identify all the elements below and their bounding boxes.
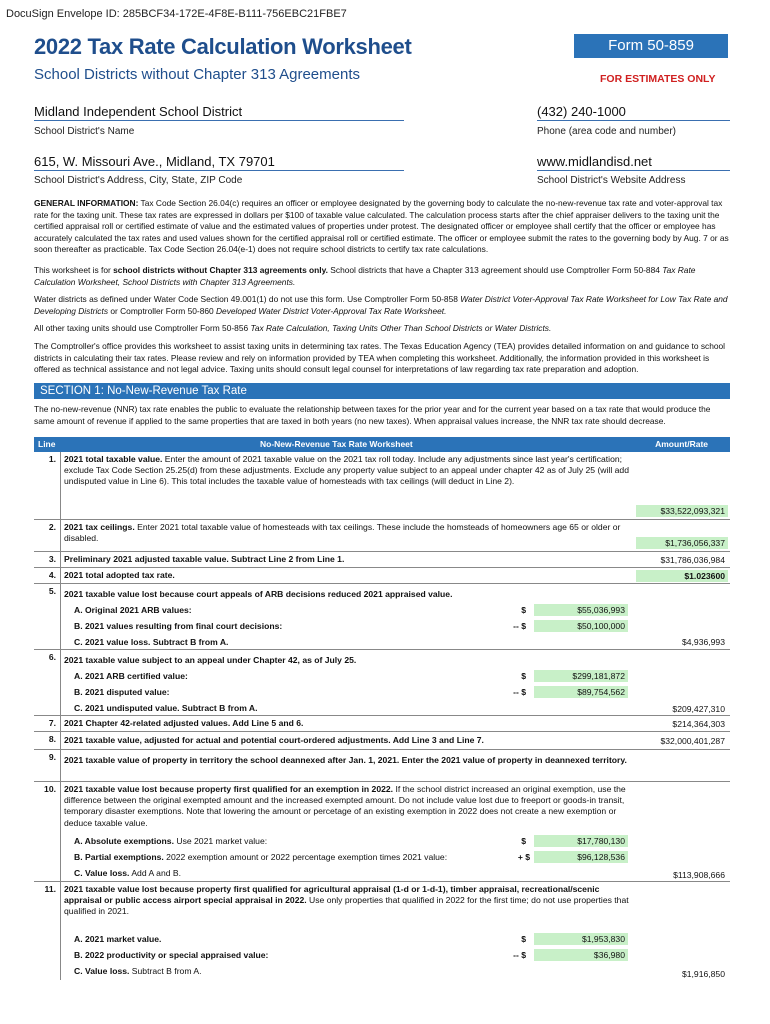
website-label: School District's Website Address: [537, 175, 686, 186]
district-name-value: Midland Independent School District: [34, 104, 243, 119]
line-6b-label: B. 2021 disputed value:: [74, 687, 170, 697]
line-10-description: 2021 taxable value lost because property first qualified for an exemption in 2022. If the school district increased an original exemption, use the difference between the original exempted amount and the increased exempted amount. Do not include value lost due to freeport or goods-in transit, temporary disaster exemptions. Note that lowering the amount or percetage of an existing exemption in 2022 does not create a new exemption or deduce taxable value.: [64, 784, 626, 828]
line-3-description: Preliminary 2021 adjusted taxable value. Subtract Line 2 from Line 1.: [64, 554, 345, 564]
column-line: Line: [38, 439, 56, 449]
worksheet-table-header: [34, 437, 730, 452]
address-label: School District's Address, City, State, ZIP Code: [34, 175, 243, 186]
line-5a-label: A. Original 2021 ARB values:: [74, 605, 192, 615]
line-1-row: 1. 2021 total taxable value. Enter the amount of 2021 taxable value on the 2021 tax roll today. Include any adjustments since last year's certification; exclude Tax Code Section 25.25(d) from these adjustments. Exclude any property value subject to an appeal under chapter 42 as of July 25 (will add undisputed value in Line 6). This total includes the taxable value of homesteads with tax ceilings (will deduct in Line 2). $33,522,093,321: [34, 452, 730, 520]
form-number-badge: Form 50-859: [574, 34, 728, 58]
line-5b-amount[interactable]: $50,100,000: [534, 620, 628, 632]
line-6c-label: C. 2021 undisputed value. Subtract B from A.: [74, 703, 258, 713]
line-10-row: 10. 2021 taxable value lost because property first qualified for an exemption in 2022. If the school district increased an original exemption, use the difference between the original exempted amount and the increased exempted amount. Do not include value lost due to freeport or goods-in transit, temporary disaster exemptions. Note that lowering the amount or percetage of an existing exemption in 2022 does not create a new exemption or deduce taxable value. A. Absolute exemptions. Use 2021 market value: $ $17,780,130 B. Partial exemptions. 2022 exemption amount or 2022 percentage exemption times 2021 value: + $ $96,128,536 C. Value loss. Add A and B. $113,908,666: [34, 782, 730, 882]
phone-label: Phone (area code and number): [537, 126, 676, 137]
general-information-paragraph: GENERAL INFORMATION: Tax Code Section 26.04(c) requires an officer or employee designated by the governing body to calculate the no-new-revenue tax rate and voter-approval tax rate for the taxing unit. These tax rates are expressed in dollars per $100 of taxable value calculated. The calculation process starts after the chief appraiser delivers to the taxing unit the certified appraisal roll or certified estimate of value and the estimated values of properties under protest. The designated officer or employee shall certify that the officer or employee has accurately calculated the tax rates and used values shown for the certified appraisal roll or certified estimate. The officer or employee submit the rates to the governing body by Aug. 7 or as soon thereafter as practicable. Tax Code Section 26.04(e-1) does not require school districts to certify tax rate calculations.: [34, 198, 729, 255]
line-1-amount[interactable]: $33,522,093,321: [636, 505, 728, 517]
line-11c-label: C. Value loss. Subtract B from A.: [74, 966, 202, 976]
line-8-description: 2021 taxable value, adjusted for actual and potential court-ordered adjustments. Add Line 3 and Line 7.: [64, 735, 484, 745]
line-4-description: 2021 total adopted tax rate.: [64, 570, 175, 580]
line-5-description: 2021 taxable value lost because court appeals of ARB decisions reduced 2021 appraised value.: [64, 589, 453, 599]
other-taxing-units-paragraph: All other taxing units should use Comptroller Form 50-856 Tax Rate Calculation, Taxing Units Other Than School Districts or Water Districts.: [34, 323, 552, 333]
line-5-row: 5. 2021 taxable value lost because court appeals of ARB decisions reduced 2021 appraised value. A. Original 2021 ARB values: $ $55,036,993 B. 2021 values resulting from final court decisions: -- $ $50,100,000 C. 2021 value loss. Subtract B from A. $4,936,993: [34, 584, 730, 650]
line-4-row: 4. 2021 total adopted tax rate. $1.023600: [34, 568, 730, 584]
line-6b-amount[interactable]: $89,754,562: [534, 686, 628, 698]
line-10a-amount[interactable]: $17,780,130: [534, 835, 628, 847]
line-10-amount: $113,908,666: [673, 870, 725, 880]
line-11a-label: A. 2021 market value.: [74, 934, 162, 944]
line-4-amount[interactable]: $1.023600: [636, 570, 728, 582]
line-10a-label: A. Absolute exemptions. Use 2021 market value:: [74, 836, 268, 846]
line-6-description: 2021 taxable value subject to an appeal under Chapter 42, as of July 25.: [64, 655, 357, 665]
line-5b-label: B. 2021 values resulting from final court decisions:: [74, 621, 283, 631]
line-11-amount: $1,916,850: [681, 969, 725, 979]
website-field[interactable]: [537, 154, 730, 171]
line-9-row: 9. 2021 taxable value of property in territory the school deannexed after Jan. 1, 2021. Enter the 2021 value of property in deannexed territory.: [34, 750, 730, 782]
worksheet-scope-paragraph: This worksheet is for school districts without Chapter 313 agreements only. School districts that have a Chapter 313 agreement should use Comptroller Form 50-884 Tax Rate Calculation Worksheet, School Districts with Chapter 313 Agreements.: [34, 265, 696, 287]
line-7-row: 7. 2021 Chapter 42-related adjusted values. Add Line 5 and 6. $214,364,303: [34, 716, 730, 732]
line-10b-label: B. Partial exemptions. 2022 exemption amount or 2022 percentage exemption times 2021 value:: [74, 852, 448, 862]
section-1-intro: The no-new-revenue (NNR) tax rate enables the public to evaluate the relationship between taxes for the prior year and for the current year based on a tax rate that would produce the same amount of revenue if applied to the same properties that are taxed in both years (no new taxes). When appraisal values increase, the NNR tax rate should decrease.: [34, 404, 711, 426]
website-value: www.midlandisd.net: [537, 154, 652, 169]
line-6a-label: A. 2021 ARB certified value:: [74, 671, 188, 681]
line-2-row: 2. 2021 tax ceilings. Enter 2021 total taxable value of homesteads with tax ceilings. These include the homsteads of homeowners age 65 or older or disabled. $1,736,056,337: [34, 520, 730, 552]
line-2-amount[interactable]: $1,736,056,337: [636, 537, 728, 549]
water-districts-paragraph: Water districts as defined under Water Code Section 49.001(1) do not use this form. Use Comptroller Form 50-858 Water District Voter-Approval Tax Rate Worksheet for Low Tax Rate and Developing Districts or Comptroller Form 50-860 Developed Water District Voter-Approval Tax Rate Worksheet.: [34, 294, 728, 316]
line-3-amount: $31,786,036,984: [660, 555, 725, 565]
line-5c-label: C. 2021 value loss. Subtract B from A.: [74, 637, 229, 647]
comptroller-paragraph: The Comptroller's office provides this worksheet to assist taxing units in determining tax rates. The Texas Education Agency (TEA) provides detailed information on and guidance to school districts in calculating their tax rates. Please review and rely on information provided by TEA when completing this worksheet. Additionally, the information provided in this worksheet is offered as technical assistance and not legal advice. Taxing units should consult legal counsel for interpretations of law regarding tax rate preparation and adoption.: [34, 341, 726, 375]
line-11b-label: B. 2022 productivity or special appraised value:: [74, 950, 269, 960]
line-3-row: 3. Preliminary 2021 adjusted taxable value. Subtract Line 2 from Line 1. $31,786,036,984: [34, 552, 730, 568]
address-value: 615, W. Missouri Ave., Midland, TX 79701: [34, 154, 275, 169]
line-11a-amount[interactable]: $1,953,830: [534, 933, 628, 945]
line-6a-amount[interactable]: $299,181,872: [534, 670, 628, 682]
line-1-description: 2021 total taxable value. Enter the amount of 2021 taxable value on the 2021 tax roll today. Include any adjustments since last year's certification; exclude Tax Code Section 25.25(d) from these adjustments. Exclude any property value subject to an appeal under chapter 42 as of July 25 (will add undisputed value in Line 6). This total includes the taxable value of homesteads with tax ceilings (will deduct in Line 2).: [64, 454, 629, 487]
column-amount: Amount/Rate: [655, 439, 708, 449]
line-6-amount: $209,427,310: [672, 704, 725, 714]
line-7-description: 2021 Chapter 42-related adjusted values. Add Line 5 and 6.: [64, 718, 304, 728]
line-10c-label: C. Value loss. Add A and B.: [74, 868, 182, 878]
phone-value: (432) 240-1000: [537, 104, 626, 119]
phone-field[interactable]: [537, 104, 730, 121]
line-8-amount: $32,000,401,287: [660, 736, 725, 746]
line-11-row: 11. 2021 taxable value lost because property first qualified for agricultural appraisal (1-d or 1-d-1), timber appraisal, recreational/scenic appraisal or public access airport special appraisal in 2022. Use only properties that qualified in 2022 for the first time; do not use properties that qualified in 2021. A. 2021 market value. $ $1,953,830 B. 2022 productivity or special appraised value: -- $ $36,980 C. Value loss. Subtract B from A. $1,916,850: [34, 882, 730, 980]
line-7-amount: $214,364,303: [672, 719, 725, 729]
line-11b-amount[interactable]: $36,980: [534, 949, 628, 961]
line-10b-amount[interactable]: $96,128,536: [534, 851, 628, 863]
line-5-amount: $4,936,993: [681, 637, 725, 647]
district-name-label: School District's Name: [34, 126, 135, 137]
page-subtitle: School Districts without Chapter 313 Agreements: [34, 66, 360, 83]
page-title: 2022 Tax Rate Calculation Worksheet: [34, 34, 412, 59]
envelope-id: DocuSign Envelope ID: 285BCF34-172E-4F8E-B111-756EBC21FBE7: [6, 8, 347, 20]
line-11-description: 2021 taxable value lost because property first qualified for agricultural appraisal (1-d or 1-d-1), timber appraisal, recreational/scenic appraisal or public access airport special appraisal in 2022. Use only properties that qualified in 2022 for the first time; do not use properties that qualified in 2021.: [64, 884, 629, 917]
line-9-description: 2021 taxable value of property in territory the school deannexed after Jan. 1, 2021. Enter the 2021 value of property in deannexed territory.: [64, 755, 627, 765]
address-field[interactable]: [34, 154, 404, 171]
line-5a-amount[interactable]: $55,036,993: [534, 604, 628, 616]
column-description: No-New-Revenue Tax Rate Worksheet: [260, 439, 413, 449]
line-6-row: 6. 2021 taxable value subject to an appeal under Chapter 42, as of July 25. A. 2021 ARB certified value: $ $299,181,872 B. 2021 disputed value: -- $ $89,754,562 C. 2021 undisputed value. Subtract B from A. $209,427,310: [34, 650, 730, 716]
line-8-row: 8. 2021 taxable value, adjusted for actual and potential court-ordered adjustments. Add Line 3 and Line 7. $32,000,401,287: [34, 732, 730, 750]
line-2-description: 2021 tax ceilings. Enter 2021 total taxable value of homesteads with tax ceilings. These include the homsteads of homeowners age 65 or older or disabled.: [64, 522, 621, 544]
district-name-field[interactable]: [34, 104, 404, 121]
estimates-notice: FOR ESTIMATES ONLY: [600, 73, 716, 85]
section-1-header: SECTION 1: No-New-Revenue Tax Rate: [34, 383, 730, 399]
